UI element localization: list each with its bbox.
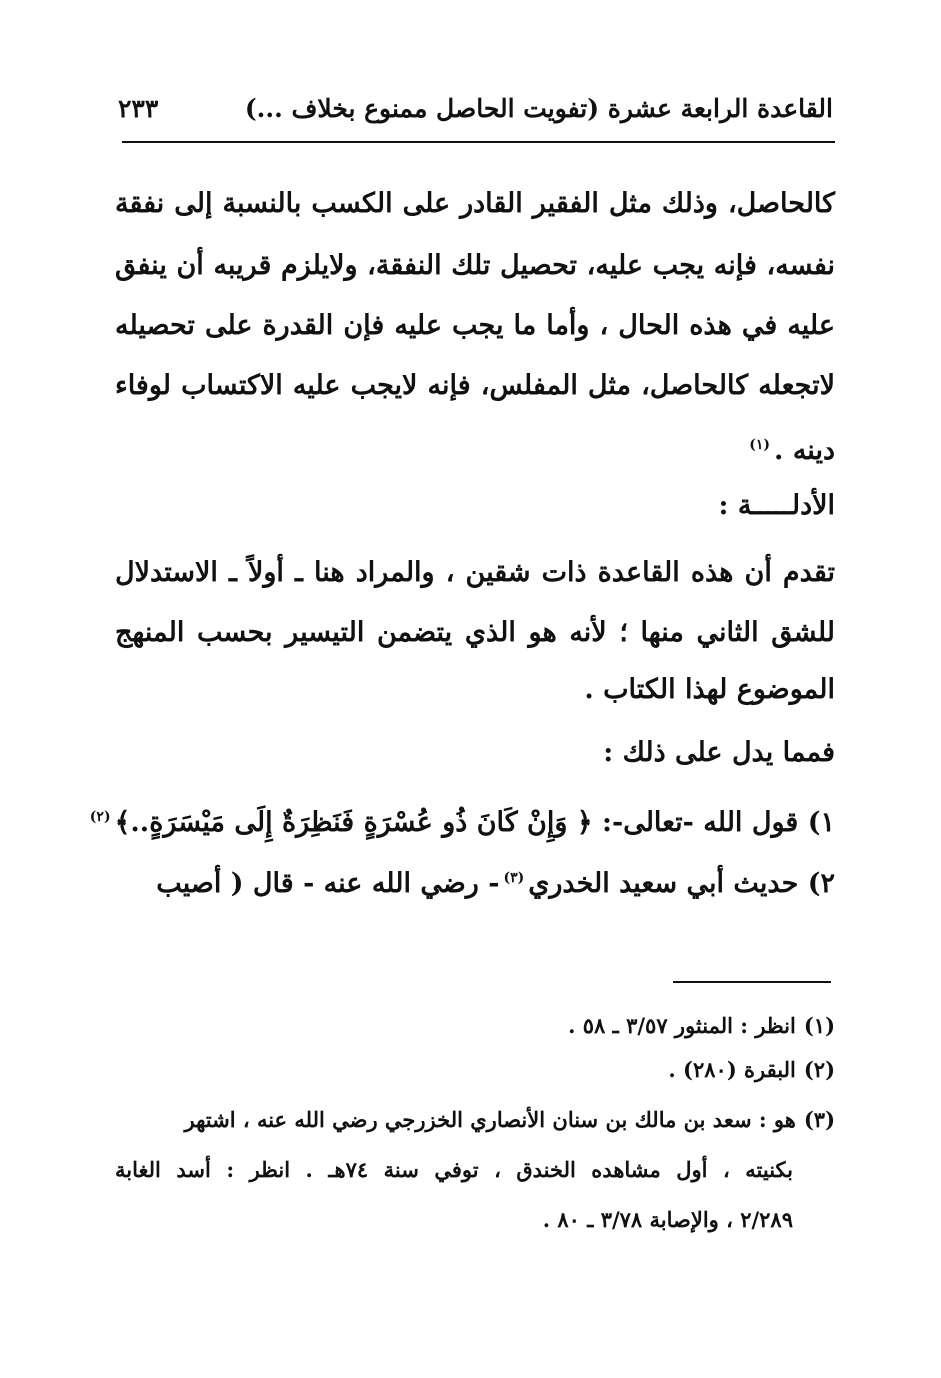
header-rule	[122, 141, 835, 143]
body-line-5	[115, 425, 835, 465]
chapter-title: القاعدة الرابعة عشرة (تفويت الحاصل ممنوع بخلاف ...)	[244, 94, 833, 123]
evidence-item-2	[115, 858, 835, 898]
body-line-8: للشق الثاني منها ؛ لأنه هو الذي يتضمن التيسير بحسب المنهج	[115, 617, 835, 648]
section-heading: الأدلـــــة :	[718, 490, 835, 521]
footnote-1	[115, 1011, 835, 1041]
footnote-3-text-line-1: هو : سعد بن مالك بن سنان الأنصاري الخزرجي رضي الله عنه ، اشتهر	[184, 1107, 796, 1132]
body-line-9: الموضوع لهذا الكتاب .	[584, 674, 835, 705]
quran-verse: ١) قول الله -تعالى-: ﴿ وَإِنْ كَانَ ذُو عُسْرَةٍ فَنَظِرَةٌ إِلَى مَيْسَرَةٍ..﴾	[114, 807, 835, 838]
body-line-10: فمما يدل على ذلك :	[603, 737, 835, 768]
body-line-7: تقدم أن هذه القاعدة ذات شقين ، والمراد هنا ـ أولاً ـ الاستدلال	[115, 557, 835, 588]
footnote-1-text: انظر : المنثور ٣/٥٧ ـ ٥٨ .	[568, 1013, 796, 1038]
body-line-4: لاتجعله كالحاصل، مثل المفلس، فإنه لايجب عليه الاكتساب لوفاء	[115, 370, 835, 401]
footnote-2-text: البقرة (٢٨٠) .	[668, 1057, 796, 1082]
footnote-3-line-2: بكنيته ، أول مشاهده الخندق ، توفي سنة ٧٤هـ . انظر : أسد الغابة	[115, 1157, 793, 1182]
hadith-text: - رضي الله عنه - قال ( أصيب	[156, 868, 500, 899]
footnote-ref-3: (٣)	[503, 870, 525, 886]
page-number: ٢٣٣	[118, 94, 159, 123]
body-line-3: عليه في هذه الحال ، وأما ما يجب عليه فإن القدرة على تحصيله	[115, 310, 835, 341]
footnote-3-number: (٣)	[803, 1107, 835, 1132]
footnote-1-number: (١)	[803, 1013, 835, 1038]
footnote-2-number: (٢)	[803, 1057, 835, 1082]
hadith-intro: ٢) حديث أبي سعيد الخدري	[528, 868, 835, 899]
footnote-3-line-3: ٢/٢٨٩ ، والإصابة ٣/٧٨ ـ ٨٠ .	[542, 1207, 793, 1232]
body-line-5-text: دينه .	[774, 435, 835, 466]
footnote-3	[115, 1105, 835, 1135]
footnote-ref-2: (٢)	[89, 809, 111, 825]
footnote-ref-1: (١)	[749, 437, 771, 453]
footnote-2	[115, 1055, 835, 1085]
body-line-1: كالحاصل، وذلك مثل الفقير القادر على الكسب بالنسبة إلى نفقة	[115, 188, 835, 219]
body-line-2: نفسه، فإنه يجب عليه، تحصيل تلك النفقة، ولايلزم قريبه أن ينفق	[115, 250, 835, 281]
running-header	[118, 88, 833, 136]
evidence-item-1	[89, 797, 835, 838]
footnote-rule	[673, 981, 831, 983]
